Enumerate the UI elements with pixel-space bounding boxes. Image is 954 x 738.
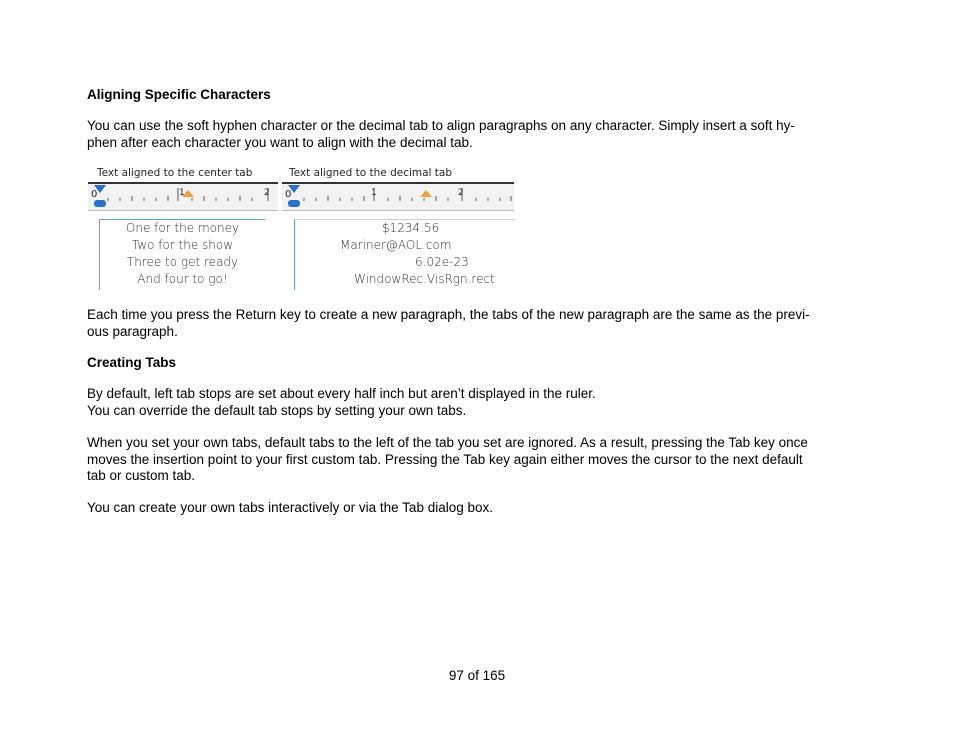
paragraph-line: By default, left tab stops are set about every half inch but aren’t displayed in the ruler.: [87, 386, 596, 401]
paragraph-line: Each time you press the Return key to create a new paragraph, the tabs of the new paragraph are the same as the previ-: [87, 307, 810, 322]
ruler-label: 1: [179, 188, 185, 198]
sample-line: 6.02e-23: [415, 255, 469, 269]
intro-line: phen after each character you want to align with the decimal tab.: [87, 134, 473, 150]
ruler: [88, 182, 278, 211]
center-aligned-sample: [99, 219, 265, 290]
ruler-label: 0: [91, 189, 98, 200]
decimal-aligned-sample: [294, 219, 515, 290]
ruler-label: 2: [458, 188, 464, 198]
intro-paragraph: [87, 118, 877, 151]
figure-caption: Text aligned to the center tab: [97, 167, 253, 179]
decimal-tab-stop-icon: [420, 190, 432, 197]
ruler-graphic: [282, 184, 514, 210]
paragraph-line: moves the insertion point to your first custom tab. Pressing the Tab key again either moves the cursor to the next default: [87, 451, 803, 467]
sample-line: And four to go!: [137, 272, 228, 286]
paragraph-line: tab or custom tab.: [87, 468, 196, 483]
figure-caption: Text aligned to the decimal tab: [289, 167, 453, 179]
sample-line: $1234.56: [382, 221, 440, 235]
sample-line: WindowRec.VisRgn.rect: [354, 272, 495, 286]
ruler: [282, 182, 514, 211]
paragraph-line: ous paragraph.: [87, 323, 178, 339]
ruler-graphic: [88, 184, 278, 210]
default-tabs-paragraph: [87, 386, 877, 419]
ruler-label: 2: [264, 188, 270, 198]
figure-decimal-tab: [282, 164, 514, 290]
left-indent-marker-icon: [288, 200, 300, 207]
section-heading-creating-tabs: Creating Tabs: [87, 355, 177, 370]
sample-line: Two for the show: [131, 238, 234, 252]
sample-line: One for the money: [125, 221, 240, 235]
return-key-paragraph: [87, 307, 877, 340]
ruler-label: 1: [371, 188, 377, 198]
create-tabs-paragraph: [87, 500, 877, 517]
sample-line: Three to get ready: [126, 255, 239, 269]
section-heading-aligning: Aligning Specific Characters: [87, 87, 271, 102]
paragraph-line: When you set your own tabs, default tabs to the left of the tab you set are ignored. As a result, pressing the Tab key once: [87, 435, 808, 450]
paragraph-line: You can override the default tab stops by setting your own tabs.: [87, 402, 467, 418]
ruler-label: 0: [285, 189, 292, 200]
left-indent-marker-icon: [94, 200, 106, 207]
paragraph-line: You can create your own tabs interactively or via the Tab dialog box.: [87, 500, 493, 515]
sample-line: Mariner@AOL.com: [340, 238, 452, 252]
intro-line: You can use the soft hyphen character or the decimal tab to align paragraphs on any character. Simply insert a soft hy-: [87, 118, 795, 133]
custom-tabs-paragraph: [87, 435, 877, 485]
figure-center-tab: [88, 164, 278, 290]
page-number: 97 of 165: [448, 668, 506, 683]
